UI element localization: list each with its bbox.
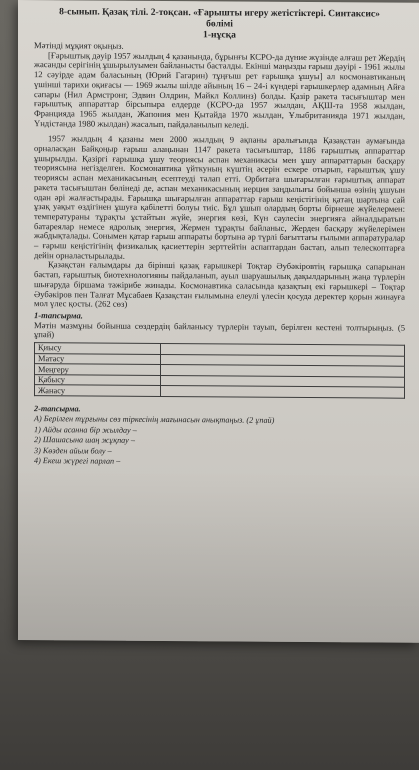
table-row-label: Меңгеру xyxy=(35,364,161,375)
table-row-label: Қиысу xyxy=(35,343,161,354)
worksheet-title: 8-сынып. Қазақ тілі. 2-тоқсан. «Ғарышты игеру жетістіктері. Синтаксис» xyxy=(59,6,380,20)
text-paragraph-2: 1957 жылдың 4 қазаны мен 2000 жылдың 9 ақпаны аралығында Қазақстан аумағында орналасқан Байқоңыр ғарыш алаңынан 1147 ракета тасығыштар, 1186 ғарыштық аппараттар ұшырылды. Қазіргі ғарышқа ұшу теориясы аспан механикасы мен ұшу аппараттарын басқару теориясына негізделген. Космонавтика үйткуның күштің әсерін ескере отырып, ғарыштық ұшу теориясы аспан механикасының есептеуді талап етті. Орбитаға шығарылған ғарыштық аппарат ракета тасығыштан бөлінеді де, аспан механикасының иерция заңдылығы бойынша өзінің ұшуын одан әрі жалғастырады. Ғарышқа шығарылған аппараттар ғарыш кеңістігінің қатаң шартына сай ұзақ уақыт өздігінен ұшуға қабілетті болуы тиіс. Бұл ұшып олардың борты бірнеше жүйелермен: температураны тұрақты ұстайтын жүйе, энергия көзі, Күн сәулесін энергияға айналдыратын батареялар немесе ядролық энергия, Жермен тұрақты байланыс, Жерден басқару жүйелерімен жабдықталады. Сонымен қатар ғарыш аппараты бортына әр түрлі бағыттағы ғылыми аппаратуралар – ғарыш кеңістігінің физикалық қасиеттерін зерттейтін аспаптардан бастап, алып телескоптарға дейін орналастырылады. xyxy=(34,133,405,261)
table-row-label: Жанасу xyxy=(35,385,161,396)
list-item: 1) Айды асанна бір жылдау – xyxy=(34,424,137,435)
list-item: 3) Көзден айым болу – xyxy=(34,445,112,456)
table-row-label: Матасу xyxy=(35,353,161,364)
table-row xyxy=(35,385,405,398)
reading-instruction: Мәтінді мұқият оқыңыз. xyxy=(34,40,124,51)
worksheet-section: бөлімі xyxy=(206,18,233,30)
task2-block xyxy=(34,404,405,469)
answer-cell[interactable] xyxy=(160,386,404,398)
task1-title: 1-тапсырма. xyxy=(34,310,83,321)
task2-title: 2-тапсырма. xyxy=(34,404,81,414)
photo-shadow xyxy=(18,470,419,643)
worksheet-variant: 1-нұсқа xyxy=(203,29,236,41)
list-item: 2) Шашасына шаң жұқпау – xyxy=(34,435,135,446)
text-paragraph-1: [Ғарыштық дәуір 1957 жылдың 4 қазанында, бұрынғы КСРО-да дүние жүзінде алғаш рет Жердің жасанды серігінің ұшырылуымен байланысты басталды. Екінші маңызды ғарыш дәуірі - 1961 жылы 12 сәуірде адам баласының (Юрий Гагарин) тұңғыш рет ғарышқа ұшуы] ал космонавтиканың үшінші тарихи оқиғасы — 1969 жылы шілде айының 16 – 24-і күндері ғарышкерлер адамның Айға сапары (Нил Армстронг, Эдвин Олдрин, Майкл Коллинз) болды. Қазір ракета тасығыштар мен ғарыштық аппараттар бірсыпыра елдерде (КСРО-да 1957 жылдан, АҚШ-та 1958 жылдан, Францияда 1965 жылдан, Жапония мен Қытайда 1970 жылдан, Ұлыбританияда 1971 жылдан, Үндістанда 1980 жылдан) жасалып, пайдаланылып келеді. xyxy=(34,49,405,130)
worksheet-page xyxy=(18,0,419,643)
task2-instruction: А) Берілген тұрғыны сөз тіркесінің мағынасын анықтаңыз. (2 ұпай) xyxy=(34,414,275,426)
task1-instruction: Мәтін мазмұны бойынша сөздердің байланысу түрлерін тауып, берілген кестені толтырыңыз. (5 ұпай) xyxy=(34,319,405,340)
text-paragraph-3: Қазақстан ғалымдары да бірінші қазақ ғарышкері Тоқтар Әубәкіровтің ғарышқа сапарынан бастап, ғарыштық биотехнологияны пайдаланып, ауыл шаруашылық дақылдарының жаңа түрлерін шығаруда біршама тәжірибе жинады. Космонавтика саласында қазақтың екі ғарышкері – Тоқтар Әубәкіров пен Талғат Мұсабаев Қазақстан ғылымына елеулі үлесін қосуда деректер қорын жинауға мол үлес қосты. (262 сөз) xyxy=(34,259,405,310)
list-item: 4) Екеш жүрегі парлап – xyxy=(34,456,121,466)
answer-table xyxy=(34,342,405,399)
table-row-label: Қабысу xyxy=(35,374,161,385)
